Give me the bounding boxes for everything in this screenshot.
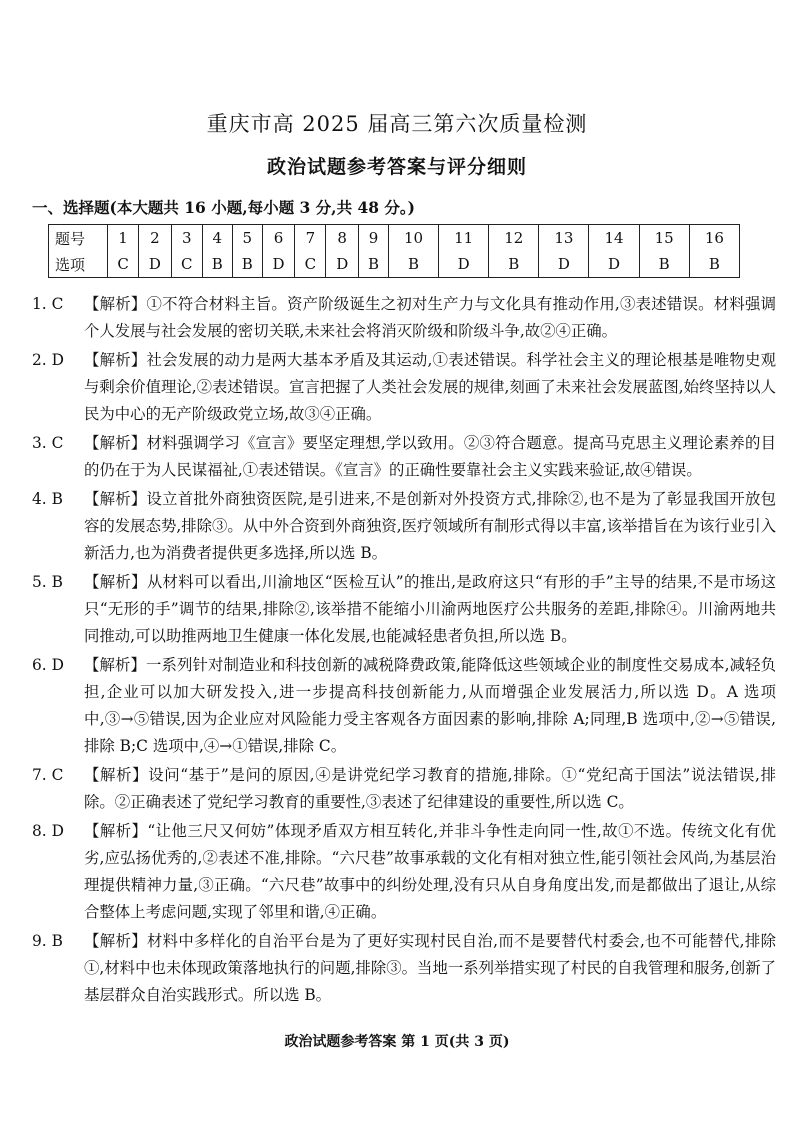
table-cell-answer: B: [358, 251, 388, 278]
item-number: 9. B: [32, 932, 63, 950]
table-cell-number: 8: [326, 225, 359, 252]
item-number: 6. D: [32, 656, 64, 674]
explanation-item: [32, 291, 776, 345]
item-text: 【解析】设问“基于”是问的原因,④是讲党纪学习教育的措施,排除。①“党纪高于国法”说法错误,排除。②正确表述了党纪学习教育的重要性,③表述了纪律建设的重要性,所以选 C。: [84, 766, 776, 811]
section-heading: 一、选择题(本大题共 16 小题,每小题 3 分,共 48 分。): [32, 198, 416, 217]
page-footer: 政治试题参考答案 第 1 页(共 3 页): [284, 1034, 510, 1050]
document-title: 重庆市高 2025 届高三第六次质量检测: [206, 112, 588, 136]
item-text: 【解析】从材料可以看出,川渝地区“医检互认”的推出,是政府这只“有形的手”主导的结果,不是市场这只“无形的手”调节的结果,排除②,该举措不能缩小川渝两地医疗公共服务的差距,排除④。川渝两地共同推动,可以助推两地卫生健康一体化发展,也能减轻患者负担,所以选 B。: [84, 573, 776, 645]
table-cell-answer: D: [326, 251, 359, 278]
table-cell-answer: C: [295, 251, 326, 278]
item-number: 5. B: [32, 573, 63, 591]
table-cell-answer: D: [589, 251, 639, 278]
explanation-item: [32, 347, 776, 428]
item-number: 3. C: [32, 434, 64, 452]
item-text: 【解析】一系列针对制造业和科技创新的减税降费政策,能降低这些领域企业的制度性交易成本,减轻负担,企业可以加大研发投入,进一步提高科技创新能力,从而增强企业发展活力,所以选 D。A 选项中,③→⑤错误,因为企业应对风险能力受主客观各方面因素的影响,排除 A;同理,B 选项中,②→⑤错误,排除 B;C 选项中,④→①错误,排除 C。: [84, 656, 776, 755]
answer-option-row: [49, 251, 740, 278]
table-cell-number: 4: [202, 225, 232, 252]
explanation-list: [32, 291, 776, 1011]
table-cell-answer: D: [262, 251, 295, 278]
item-number: 7. C: [32, 766, 64, 784]
table-cell-number: 14: [589, 225, 639, 252]
table-cell-number: 16: [689, 225, 739, 252]
explanation-item: [32, 569, 776, 650]
item-number: 1. C: [32, 295, 64, 313]
item-number: 8. D: [32, 822, 64, 840]
table-cell-answer: B: [202, 251, 232, 278]
table-cell-number: 7: [295, 225, 326, 252]
row-label-option: 选项: [49, 251, 108, 278]
table-cell-answer: D: [439, 251, 489, 278]
explanation-item: [32, 652, 776, 760]
explanation-item: [32, 928, 776, 1009]
explanation-item: [32, 430, 776, 484]
table-cell-answer: C: [108, 251, 139, 278]
table-cell-number: 6: [262, 225, 295, 252]
table-cell-number: 13: [539, 225, 589, 252]
item-text: 【解析】材料中多样化的自治平台是为了更好实现村民自治,而不是要替代村委会,也不可能替代,排除①,材料中也未体现政策落地执行的问题,排除③。当地一系列举措实现了村民的自我管理和服务,创新了基层群众自治实践形式。所以选 B。: [84, 932, 776, 1004]
table-cell-number: 15: [639, 225, 689, 252]
document-subtitle: 政治试题参考答案与评分细则: [266, 156, 527, 178]
table-cell-answer: C: [171, 251, 202, 278]
item-number: 4. B: [32, 490, 63, 508]
answer-key-table: [48, 224, 740, 278]
table-cell-answer: B: [689, 251, 739, 278]
item-text: 【解析】社会发展的动力是两大基本矛盾及其运动,①表述错误。科学社会主义的理论根基是唯物史观与剩余价值理论,②表述错误。宣言把握了人类社会发展的规律,刻画了未来社会发展蓝图,始终坚持以人民为中心的无产阶级政党立场,故③④正确。: [84, 351, 776, 423]
table-cell-number: 3: [171, 225, 202, 252]
table-cell-answer: B: [639, 251, 689, 278]
explanation-item: [32, 486, 776, 567]
table-cell-answer: B: [388, 251, 438, 278]
table-cell-number: 1: [108, 225, 139, 252]
item-text: 【解析】材料强调学习《宣言》要坚定理想,学以致用。②③符合题意。提高马克思主义理论素养的目的仍在于为人民谋福祉,①表述错误。《宣言》的正确性要靠社会主义实践来验证,故④错误。: [84, 434, 776, 479]
table-cell-number: 2: [139, 225, 172, 252]
table-cell-number: 12: [489, 225, 539, 252]
table-cell-answer: B: [489, 251, 539, 278]
item-text: 【解析】“让他三尺又何妨”体现矛盾双方相互转化,并非斗争性走向同一性,故①不选。传统文化有优劣,应弘扬优秀的,②表述不准,排除。“六尺巷”故事承载的文化有相对独立性,能引领社会风尚,为基层治理提供精神力量,③正确。“六尺巷”故事中的纠纷处理,没有只从自身角度出发,而是都做出了退让,从综合整体上考虑问题,实现了邻里和谐,④正确。: [84, 822, 776, 921]
item-text: 【解析】设立首批外商独资医院,是引进来,不是创新对外投资方式,排除②,也不是为了彰显我国开放包容的发展态势,排除③。从中外合资到外商独资,医疗领域所有制形式得以丰富,该举措旨在为该行业引入新活力,也为消费者提供更多选择,所以选 B。: [84, 490, 776, 562]
explanation-item: [32, 818, 776, 926]
item-number: 2. D: [32, 351, 64, 369]
table-cell-answer: B: [232, 251, 262, 278]
table-cell-number: 5: [232, 225, 262, 252]
table-cell-answer: D: [139, 251, 172, 278]
table-cell-number: 9: [358, 225, 388, 252]
row-label-question: 题号: [49, 225, 108, 252]
table-cell-number: 10: [388, 225, 438, 252]
table-cell-answer: D: [539, 251, 589, 278]
item-text: 【解析】①不符合材料主旨。资产阶级诞生之初对生产力与文化具有推动作用,③表述错误。材料强调个人发展与社会发展的密切关联,未来社会将消灭阶级和阶级斗争,故②④正确。: [84, 295, 776, 340]
explanation-item: [32, 762, 776, 816]
question-number-row: [49, 225, 740, 252]
table-cell-number: 11: [439, 225, 489, 252]
